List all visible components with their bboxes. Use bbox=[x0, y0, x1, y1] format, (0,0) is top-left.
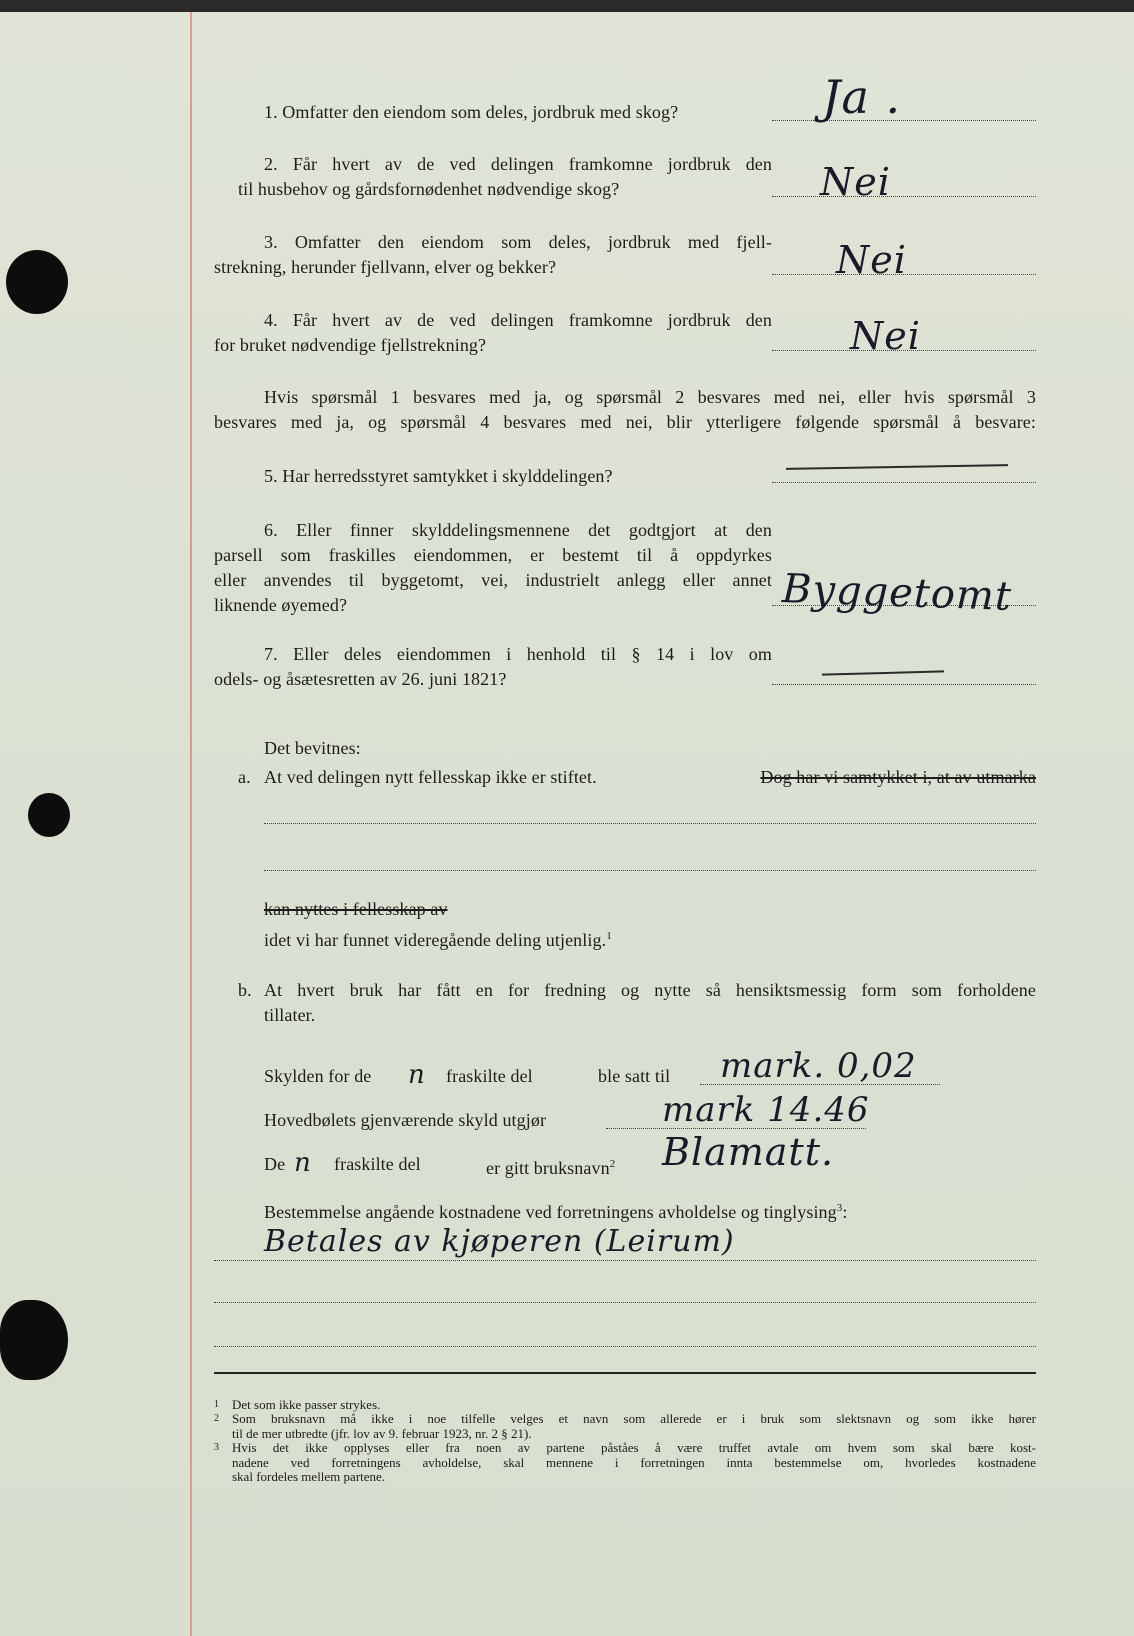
question-7 bbox=[214, 642, 772, 692]
bestemmelse-line-3 bbox=[214, 1346, 1036, 1347]
hovedbol-label: Hovedbølets gjenværende skyld utgjør bbox=[264, 1110, 547, 1130]
hovedbol-value: mark 14.46 bbox=[662, 1090, 870, 1130]
footnote-text: til de mer utbredte (jfr. lov av 9. februar 1923, nr. 2 § 21). bbox=[232, 1425, 532, 1441]
question-line: 4. Får hvert av de ved delingen framkomne jordbruk den bbox=[264, 310, 772, 330]
margin-line bbox=[190, 12, 192, 1636]
bestemmelse-value: Betales av kjøperen (Leirum) bbox=[264, 1224, 735, 1259]
bruksnavn-label-3-text: er gitt bruksnavn bbox=[486, 1158, 610, 1178]
scan-top-edge bbox=[0, 0, 1134, 12]
attest-a-line bbox=[264, 765, 1036, 790]
question-line: liknende øyemed? bbox=[214, 595, 348, 615]
footnote-text: skal fordeles mellem partene. bbox=[232, 1469, 386, 1484]
footnote-text: nadene ved forretningens avholdelse, skal mennene i forretningen innta bestemmelse om, hvorledes kostnadene bbox=[232, 1454, 1036, 1470]
bestemmelse-line-2 bbox=[214, 1302, 1036, 1303]
question-line: 7. Eller deles eiendommen i henhold til § 14 i lov om bbox=[264, 644, 772, 664]
attest-b-line: At hvert bruk har fått en for fredning og nytte så hensiktsmessig form som forholdene bbox=[264, 980, 1036, 1000]
skyld-label-2: fraskilte del bbox=[446, 1066, 533, 1086]
question-line: 1. Omfatter den eiendom som deles, jordbruk med skog? bbox=[264, 102, 679, 122]
question-4 bbox=[214, 308, 772, 358]
answer-line-7 bbox=[772, 684, 1036, 685]
question-line: for bruket nødvendige fjellstrekning? bbox=[214, 335, 487, 355]
blank-line-2 bbox=[264, 870, 1036, 871]
handwritten-answer-6: Byggetomt bbox=[781, 565, 1013, 621]
question-line: til husbehov og gårdsfornødenhet nødvendige skog? bbox=[238, 179, 620, 199]
attest-line-3 bbox=[264, 924, 612, 953]
question-1 bbox=[264, 100, 678, 125]
handwritten-answer-2: Nei bbox=[820, 160, 891, 204]
bestemmelse-label bbox=[264, 1196, 847, 1225]
footnote-ref-3: 3 bbox=[836, 1202, 843, 1214]
attest-a-text: At ved delingen nytt fellesskap ikke er stiftet. bbox=[264, 767, 597, 787]
footnote-text: Som bruksnavn må ikke i noe tilfelle velges et navn som allerede er i bruk som slektsnavn og som ikke hører bbox=[232, 1411, 1036, 1426]
paragraph-line: Hvis spørsmål 1 besvares med ja, og spørsmål 2 besvares med nei, eller hvis spørsmål 3 bbox=[264, 387, 1036, 407]
handwritten-answer-4: Nei bbox=[850, 314, 921, 358]
question-5: 5. Har herredsstyret samtykket i skylddelingen? bbox=[264, 466, 613, 486]
attest-line-3-text: idet vi har funnet videregående deling utjenlig. bbox=[264, 930, 607, 950]
question-line: 2. Får hvert av de ved delingen framkomne jordbruk den bbox=[264, 154, 772, 174]
question-line: eller anvendes til byggetomt, vei, industrielt anlegg eller annet bbox=[214, 570, 772, 590]
blank-line-1 bbox=[264, 823, 1036, 824]
answer-line-1 bbox=[772, 120, 1036, 121]
handwritten-dash-7 bbox=[822, 670, 944, 675]
punch-hole-top bbox=[6, 250, 68, 314]
punch-hole-bottom bbox=[0, 1300, 68, 1380]
handwritten-dash-5 bbox=[786, 464, 1008, 470]
skyld-label-1: Skylden for de bbox=[264, 1066, 372, 1086]
bruksnavn-value: Blamatt. bbox=[662, 1130, 835, 1174]
question-2 bbox=[238, 152, 772, 202]
question-line: parsell som fraskilles eiendommen, er bestemt til å oppdyrkes bbox=[214, 545, 772, 565]
bruksnavn-label-3 bbox=[486, 1152, 615, 1181]
bestemmelse-line-1 bbox=[214, 1260, 1036, 1261]
attest-b-line: tillater. bbox=[264, 1005, 316, 1025]
footnote-rule bbox=[214, 1372, 1036, 1374]
answer-line-5 bbox=[772, 482, 1036, 483]
punch-hole-middle bbox=[28, 793, 70, 837]
skyld-value: mark. 0,02 bbox=[720, 1046, 917, 1086]
question-line: odels- og åsætesretten av 26. juni 1821? bbox=[214, 669, 507, 689]
footnote-number: 3 bbox=[214, 1442, 219, 1453]
handwritten-answer-1: Ja . bbox=[822, 70, 902, 124]
question-6 bbox=[214, 518, 772, 618]
footnote-ref-2: 2 bbox=[609, 1158, 616, 1170]
handwritten-answer-3: Nei bbox=[836, 238, 907, 282]
attest-b-label: b. bbox=[238, 980, 252, 1000]
bruksnavn-label-1: De bbox=[264, 1154, 286, 1174]
attest-b-text bbox=[264, 978, 1036, 1028]
attest-heading: Det bevitnes: bbox=[264, 738, 361, 758]
question-line: 3. Omfatter den eiendom som deles, jordbruk med fjell- bbox=[264, 232, 772, 252]
bestemmelse-colon: : bbox=[842, 1202, 848, 1222]
footnote-number: 2 bbox=[214, 1413, 219, 1424]
footnote-2 bbox=[214, 1412, 1036, 1441]
footnote-ref-1: 1 bbox=[606, 930, 612, 942]
bruksnavn-label-2: fraskilte del bbox=[334, 1154, 421, 1174]
footnote-text: Hvis det ikke opplyses eller fra noen av partene påståes å være truffet avtale om hvem som skal bære kost- bbox=[232, 1440, 1036, 1455]
answer-line-2 bbox=[772, 196, 1036, 197]
bruksnavn-handwritten-suffix: n bbox=[294, 1148, 312, 1178]
attest-struck-line: kan nyttes i fellesskap av bbox=[264, 899, 448, 919]
skyld-handwritten-suffix: n bbox=[408, 1060, 426, 1090]
footnote-text: Det som ikke passer strykes. bbox=[232, 1397, 381, 1412]
question-line: strekning, herunder fjellvann, elver og bekker? bbox=[214, 257, 557, 277]
question-3 bbox=[214, 230, 772, 280]
question-line: 6. Eller finner skylddelingsmennene det godtgjort at den bbox=[264, 520, 772, 540]
attest-a-label: a. bbox=[238, 767, 251, 787]
bestemmelse-label-text: Bestemmelse angående kostnadene ved forretningens avholdelse og tinglysing bbox=[264, 1202, 837, 1222]
paragraph-line: besvares med ja, og spørsmål 4 besvares med nei, blir ytterligere følgende spørsmål å besvare: bbox=[214, 412, 1036, 432]
attest-a-struck-text: Dog har vi samtykket i, at av utmarka bbox=[760, 767, 1036, 787]
conditional-paragraph bbox=[214, 385, 1036, 435]
footnote-3 bbox=[214, 1441, 1036, 1485]
footnote-number: 1 bbox=[214, 1399, 219, 1410]
skyld-label-3: ble satt til bbox=[598, 1066, 671, 1086]
